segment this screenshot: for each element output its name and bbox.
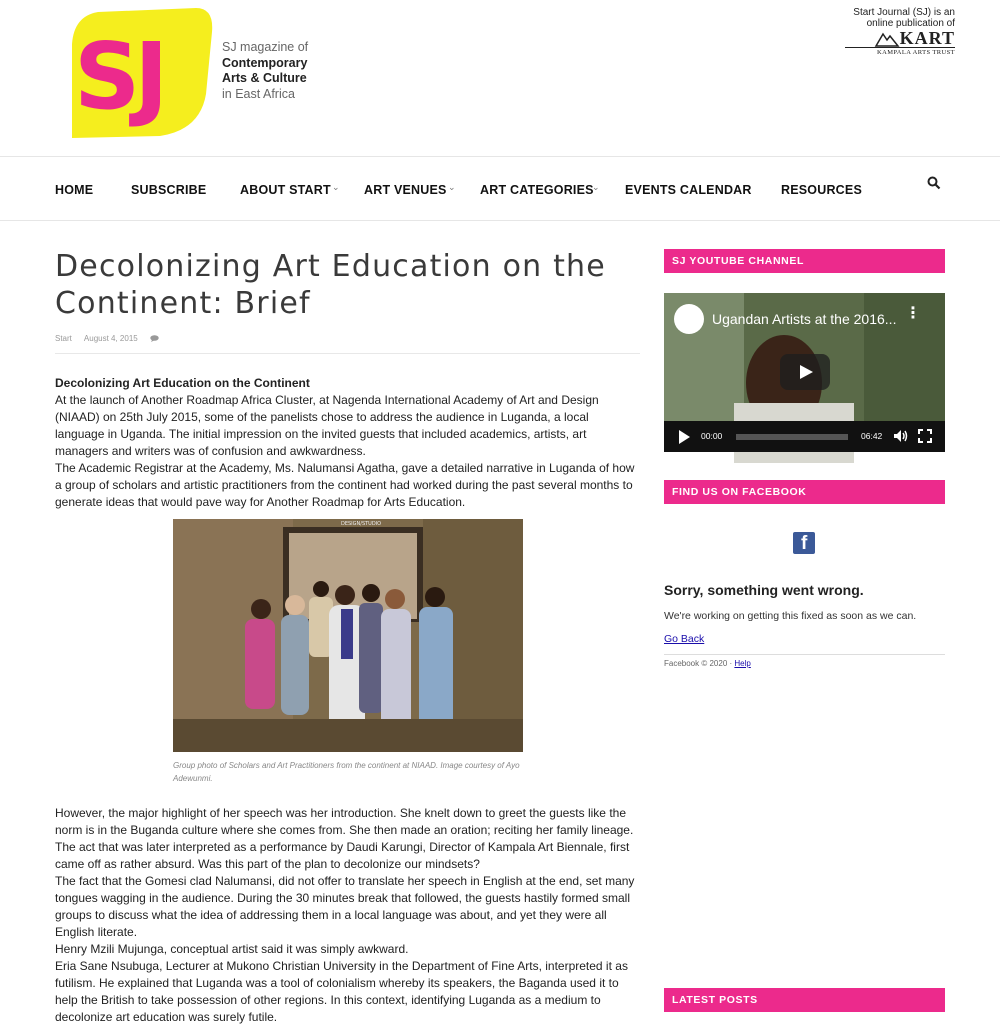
more-options-icon[interactable]: ⋮ <box>905 305 921 322</box>
article-date: August 4, 2015 <box>83 334 138 343</box>
article-paragraph: At the launch of Another Roadmap Africa Cluster, at Nagenda International Academy of Art and Design (NIAAD) on 25th July 2015, some of the panelists chose to address the audience in Luganda, a local language in Uganda. The initial impression on the invited guests that included academics, artists, art managers and writers was of confusion and awkwardness. <box>55 393 599 458</box>
photo-caption: Group photo of Scholars and Art Practitioners from the continent at NIAAD. Image courtesy of Ayo Adewunmi. <box>173 761 520 783</box>
kart-mountain-icon <box>876 32 898 46</box>
video-current-time: 00:00 <box>701 431 723 441</box>
volume-icon[interactable] <box>893 429 908 443</box>
article-figure <box>173 519 523 785</box>
site-header <box>0 0 1000 156</box>
group-photo[interactable] <box>173 519 523 752</box>
facebook-widget <box>664 480 945 668</box>
play-button-large[interactable] <box>780 354 830 390</box>
partner-badge[interactable]: Start Journal (SJ) is an online publication of KART KAMPALA ARTS TRUST <box>845 7 955 56</box>
nav-events-calendar[interactable]: EVENTS CALENDAR <box>625 183 752 197</box>
article-paragraph: Henry Mzili Mujunga, conceptual artist said it was simply awkward. <box>55 942 409 956</box>
comment-icon[interactable] <box>150 335 159 342</box>
nav-resources[interactable]: RESOURCES <box>781 183 862 197</box>
channel-avatar[interactable] <box>674 304 704 334</box>
fullscreen-icon[interactable] <box>918 429 932 443</box>
video-progress-bar[interactable] <box>736 434 848 440</box>
sidebar <box>664 249 945 668</box>
youtube-video-player[interactable] <box>664 293 945 452</box>
facebook-widget-title: FIND US ON FACEBOOK <box>664 480 945 504</box>
main-nav <box>0 156 1000 221</box>
chevron-down-icon[interactable]: ⌄ <box>592 182 600 192</box>
latest-posts-title: LATEST POSTS <box>664 988 945 1012</box>
fb-go-back-link[interactable]: Go Back <box>664 633 705 645</box>
nav-art-venues[interactable]: ART VENUES <box>364 183 447 197</box>
facebook-icon[interactable]: f <box>793 532 815 554</box>
partner-name: KAMPALA ARTS TRUST <box>845 47 955 56</box>
search-icon[interactable] <box>927 176 941 190</box>
youtube-widget-title: SJ YOUTUBE CHANNEL <box>664 249 945 273</box>
chevron-down-icon[interactable]: ⌄ <box>448 182 456 192</box>
nav-home[interactable]: HOME <box>55 183 94 197</box>
svg-text:SJ: SJ <box>74 23 163 130</box>
svg-text:DESIGN/STUDIO: DESIGN/STUDIO <box>341 521 382 527</box>
fb-footer: Facebook © 2020 · Help <box>664 654 945 668</box>
article-paragraph: Eria Sane Nsubuga, Lecturer at Mukono Christian University in the Department of Fine Arts, interpreted it as futilism. He explained that Luganda was a tool of colonialism whereby its speakers, the Baganda used it to help the British to take possession of other regions. In this context, identifying Luganda as a medium to decolonize art education was surely futile. <box>55 959 628 1024</box>
article-paragraph: The fact that the Gomesi clad Nalumansi, did not offer to translate her speech in English at the end, set many tongues wagging in the audience. During the 30 minutes break that followed, the guests hastily formed small groups to discuss what the idea of addressing them in a local language was about, and yet they were all English literate. <box>55 874 635 939</box>
nav-about-start[interactable]: ABOUT START <box>240 183 331 197</box>
article-author[interactable]: Start <box>55 334 72 343</box>
article-paragraph: However, the major highlight of her speech was her introduction. She knelt down to greet the guests like the norm is in the Buganda culture where she comes from. She then made an oration; reciting her family lineage. The act that was later interpreted as a performance by Daudi Karungi, Director of Kampala Art Biennale, first came off as rather absurd. Was this part of the plan to decolonize our mindsets? <box>55 806 634 871</box>
article-paragraph: The Academic Registrar at the Academy, Ms. Nalumansi Agatha, gave a detailed narrative in Luganda of how a group of scholars and artistic practitioners from the continent had worked during the past several months to generate ideas that would pave way for Another Roadmap for Arts Education. <box>55 461 635 509</box>
article-meta <box>55 334 640 354</box>
article-subhead: Decolonizing Art Education on the Continent <box>55 376 310 390</box>
site-tagline: SJ magazine of Contemporary Arts & Culture in East Africa <box>222 40 309 101</box>
article <box>55 248 640 1026</box>
play-icon[interactable] <box>679 430 690 444</box>
chevron-down-icon[interactable]: ⌄ <box>332 182 340 192</box>
nav-subscribe[interactable]: SUBSCRIBE <box>131 183 207 197</box>
article-body <box>55 375 640 1026</box>
fb-help-link[interactable]: Help <box>734 659 751 668</box>
fb-error-title: Sorry, something went wrong. <box>664 582 864 598</box>
video-duration: 06:42 <box>861 431 883 441</box>
site-logo[interactable] <box>68 4 216 140</box>
group-photo-illustration <box>173 519 523 752</box>
partner-logo: KART <box>899 28 955 48</box>
video-title[interactable]: Ugandan Artists at the 2016... <box>712 311 897 327</box>
article-title: Decolonizing Art Education on the Continent: Brief <box>55 249 606 321</box>
video-controls <box>664 421 945 452</box>
fb-error-text: We're working on getting this fixed as soon as we can. <box>664 610 917 622</box>
nav-art-categories[interactable]: ART CATEGORIES <box>480 183 594 197</box>
